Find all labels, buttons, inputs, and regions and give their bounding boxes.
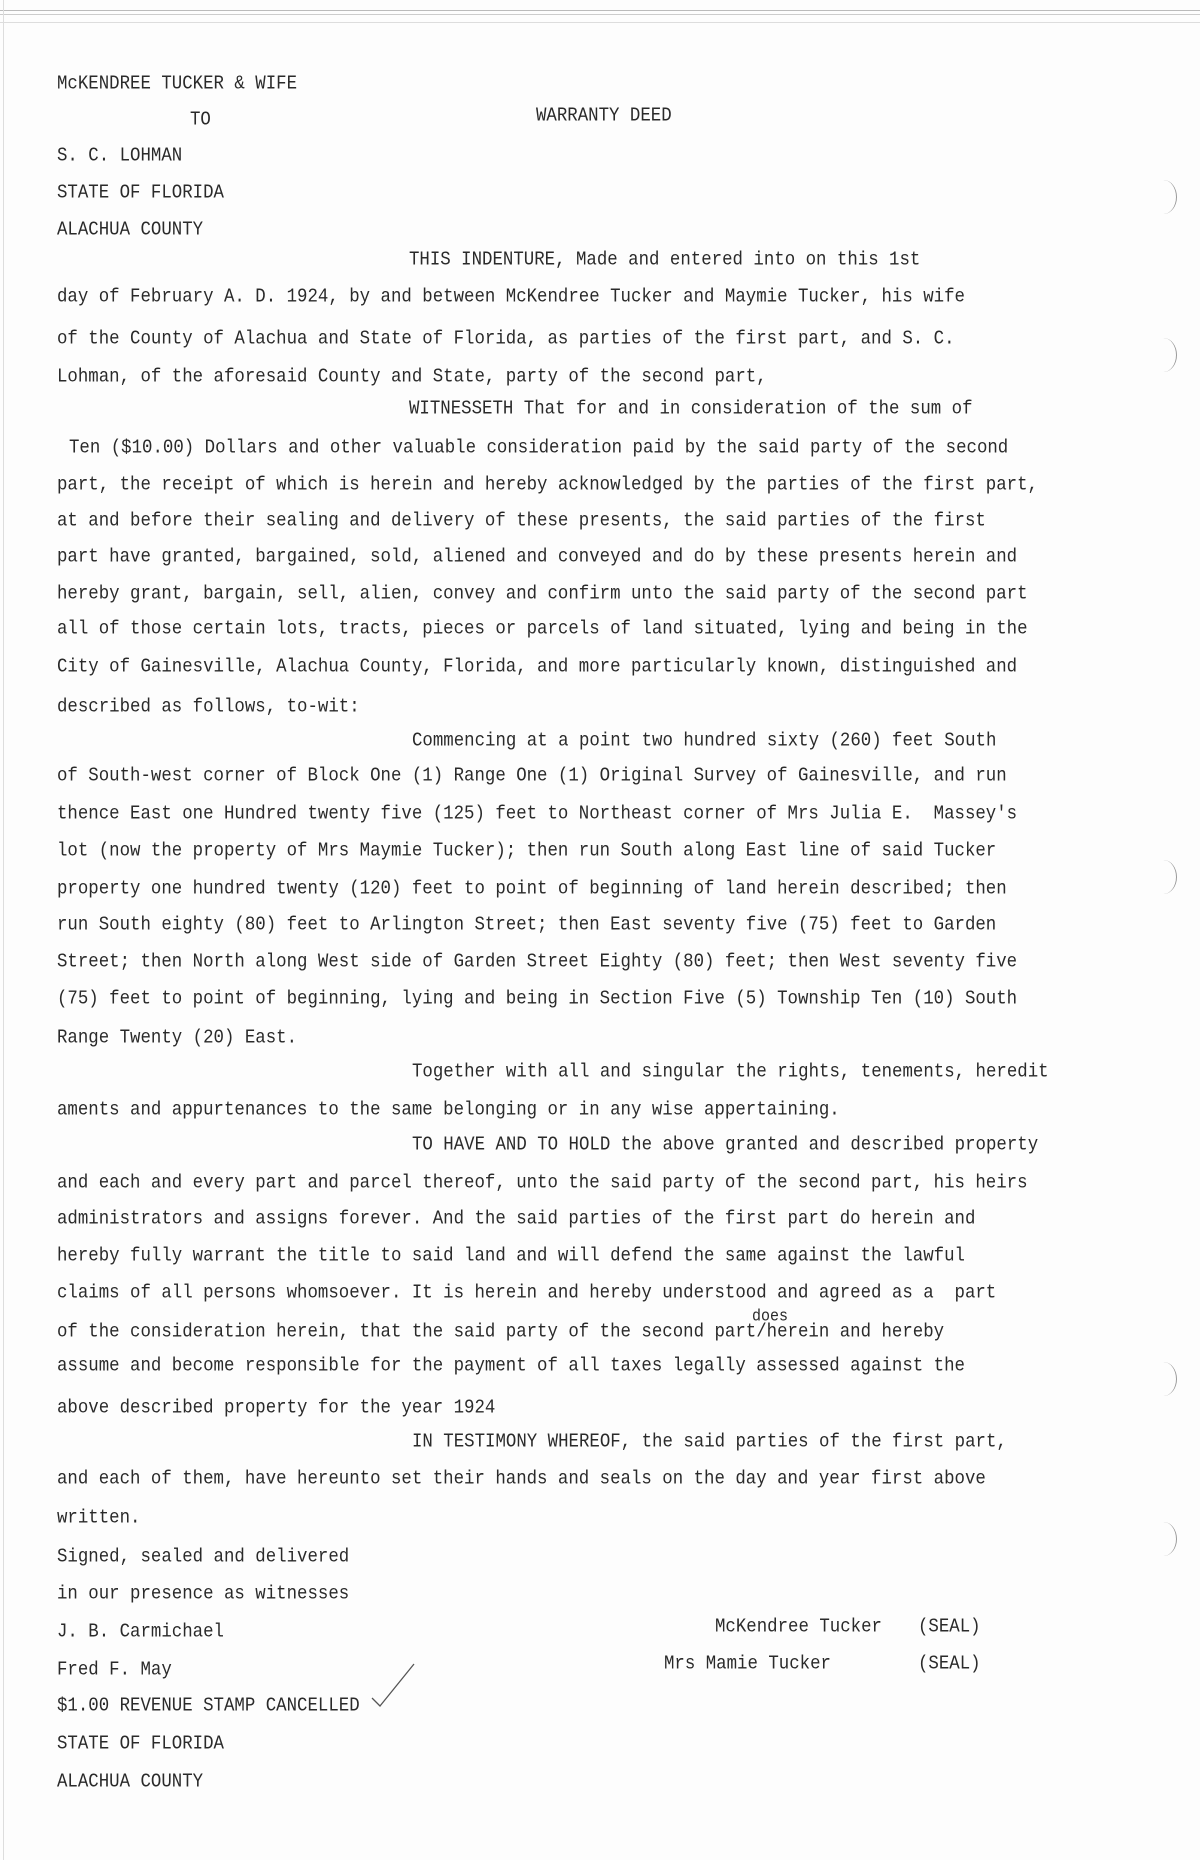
deed-text-line: WITNESSETH That for and in consideration of the sum of: [409, 399, 973, 421]
deed-text-line: (75) feet to point of beginning, lying and being in Section Five (5) Township Ten (10) South: [57, 989, 1018, 1011]
deed-text-line: all of those certain lots, tracts, pieces or parcels of land situated, lying and being in the: [57, 619, 1028, 641]
deed-text-line: in our presence as witnesses: [57, 1584, 350, 1606]
deed-text-line: ALACHUA COUNTY: [57, 1772, 204, 1794]
deed-text-line: above described property for the year 1924: [57, 1398, 496, 1420]
deed-text-line: Fred F. May: [57, 1660, 172, 1682]
deed-text-line: Ten ($10.00) Dollars and other valuable consideration paid by the said party of the second: [69, 438, 1009, 460]
deed-text-line: administrators and assigns forever. And the said parties of the first part do herein and: [57, 1209, 976, 1231]
deed-text-line: STATE OF FLORIDA: [57, 1734, 224, 1756]
deed-text-line: THIS INDENTURE, Made and entered into on this 1st: [409, 250, 921, 272]
deed-text-line: claims of all persons whomsoever. It is herein and hereby understood and agreed as a part: [57, 1283, 997, 1305]
deed-text-line: property one hundred twenty (120) feet to point of beginning of land herein described; then: [57, 879, 1007, 901]
punch-hole: [1150, 180, 1177, 214]
deed-text-line: and each of them, have hereunto set their hands and seals on the day and year first above: [57, 1469, 986, 1491]
deed-text-line: Street; then North along West side of Garden Street Eighty (80) feet; then West seventy five: [57, 952, 1018, 974]
top-rule: [0, 14, 1200, 15]
state-label: STATE OF FLORIDA: [57, 183, 224, 205]
deed-text-line: of South-west corner of Block One (1) Range One (1) Original Survey of Gainesville, and run: [57, 766, 1007, 788]
document-title: WARRANTY DEED: [536, 106, 672, 128]
top-rule: [0, 22, 1200, 23]
deed-text-line: $1.00 REVENUE STAMP CANCELLED: [57, 1696, 360, 1718]
punch-hole: [1150, 1522, 1177, 1556]
punch-hole: [1150, 1362, 1177, 1396]
interlineation: does: [752, 1307, 789, 1327]
check-mark-icon: [370, 1660, 418, 1710]
top-rule: [0, 10, 1200, 11]
deed-text-line: assume and become responsible for the payment of all taxes legally assessed against the: [57, 1356, 965, 1378]
deed-text-line: at and before their sealing and delivery of these presents, the said parties of the first: [57, 511, 986, 533]
deed-text-line: of the County of Alachua and State of Florida, as parties of the first part, and S. C.: [57, 329, 955, 351]
deed-text-line: McKendree Tucker: [715, 1617, 882, 1639]
punch-hole: [1150, 338, 1177, 372]
county-label: ALACHUA COUNTY: [57, 220, 204, 242]
to-label: TO: [190, 110, 211, 132]
deed-text-line: Range Twenty (20) East.: [57, 1028, 298, 1050]
deed-text-line: part have granted, bargained, sold, aliened and conveyed and do by these presents herein and: [57, 547, 1018, 569]
deed-text-line: thence East one Hundred twenty five (125) feet to Northeast corner of Mrs Julia E. Massey's: [57, 804, 1018, 826]
deed-text-line: Together with all and singular the rights, tenements, heredit: [412, 1062, 1049, 1084]
deed-text-line: day of February A. D. 1924, by and between McKendree Tucker and Maymie Tucker, his wife: [57, 287, 965, 309]
deed-text-line: J. B. Carmichael: [57, 1622, 224, 1644]
deed-text-line: Signed, sealed and delivered: [57, 1547, 350, 1569]
deed-text-line: of the consideration herein, that the said party of the second part/herein and hereby: [57, 1322, 945, 1344]
deed-text-line: and each and every part and parcel thereof, unto the said party of the second part, his heirs: [57, 1173, 1028, 1195]
page-edge: [3, 0, 4, 1860]
deed-text-line: hereby fully warrant the title to said land and will defend the same against the lawful: [57, 1246, 965, 1268]
deed-text-line: described as follows, to-wit:: [57, 697, 360, 719]
deed-text-line: run South eighty (80) feet to Arlington Street; then East seventy five (75) feet to Garden: [57, 915, 997, 937]
deed-text-line: part, the receipt of which is herein and hereby acknowledged by the parties of the first part,: [57, 475, 1038, 497]
deed-text-line: (SEAL): [918, 1654, 981, 1676]
punch-hole: [1150, 860, 1177, 894]
deed-text-line: aments and appurtenances to the same belonging or in any wise appertaining.: [57, 1100, 840, 1122]
deed-text-line: Mrs Mamie Tucker: [664, 1654, 831, 1676]
deed-text-line: (SEAL): [918, 1617, 981, 1639]
deed-text-line: written.: [57, 1508, 141, 1530]
deed-text-line: Lohman, of the aforesaid County and State, party of the second part,: [57, 367, 767, 389]
deed-text-line: lot (now the property of Mrs Maymie Tucker); then run South along East line of said Tucker: [57, 841, 997, 863]
deed-text-line: Commencing at a point two hundred sixty (260) feet South: [412, 731, 997, 753]
deed-text-line: TO HAVE AND TO HOLD the above granted and described property: [412, 1135, 1039, 1157]
deed-text-line: hereby grant, bargain, sell, alien, convey and confirm unto the said party of the second part: [57, 584, 1028, 606]
deed-text-line: IN TESTIMONY WHEREOF, the said parties of the first part,: [412, 1432, 1007, 1454]
deed-text-line: City of Gainesville, Alachua County, Florida, and more particularly known, distinguished and: [57, 657, 1018, 679]
grantee: S. C. LOHMAN: [57, 146, 183, 168]
grantor: McKENDREE TUCKER & WIFE: [57, 74, 298, 96]
